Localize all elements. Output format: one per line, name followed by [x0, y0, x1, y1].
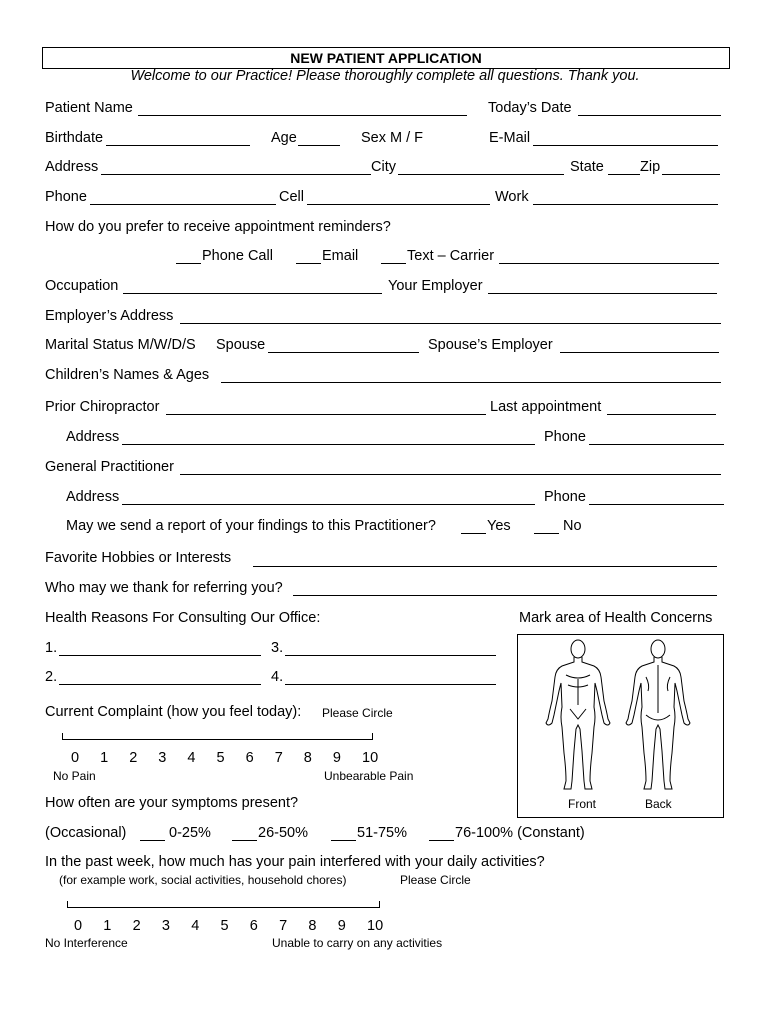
- interference-high-label: Unable to carry on any activities: [272, 936, 443, 950]
- complaint-scale-value-8[interactable]: 8: [303, 750, 312, 766]
- yes-option: Yes: [487, 518, 511, 534]
- text-carrier-option: Text – Carrier: [407, 248, 495, 264]
- complaint-scale-left-tick: [62, 733, 63, 740]
- interference-scale-value-5[interactable]: 5: [220, 918, 229, 934]
- gp-address-label: Address: [66, 489, 120, 505]
- health-reasons-label: Health Reasons For Consulting Our Office:: [45, 610, 321, 626]
- spouse-line[interactable]: [268, 352, 419, 353]
- freq-1-option: 0-25%: [169, 825, 211, 841]
- reason-3-label: 3.: [271, 640, 284, 656]
- work-line[interactable]: [533, 204, 718, 205]
- interference-scale-value-1[interactable]: 1: [103, 918, 112, 934]
- state-label: State: [570, 159, 604, 175]
- freq-3-line[interactable]: [331, 840, 356, 841]
- reason-3-line[interactable]: [285, 655, 496, 656]
- yes-line[interactable]: [461, 533, 486, 534]
- chiro-address-label: Address: [66, 429, 120, 445]
- reason-2-label: 2.: [45, 669, 58, 685]
- general-practitioner-label: General Practitioner: [45, 459, 174, 475]
- sex-label: Sex M / F: [361, 130, 424, 146]
- spouse-label: Spouse: [216, 337, 266, 353]
- occupation-label: Occupation: [45, 278, 119, 294]
- interference-scale-value-9[interactable]: 9: [337, 918, 346, 934]
- age-line[interactable]: [298, 145, 340, 146]
- gp-phone-line[interactable]: [589, 504, 724, 505]
- freq-4-option: 76-100% (Constant): [455, 825, 585, 841]
- spouses-employer-line[interactable]: [560, 352, 719, 353]
- chiro-phone-line[interactable]: [589, 444, 724, 445]
- birthdate-label: Birthdate: [45, 130, 104, 146]
- prior-chiropractor-label: Prior Chiropractor: [45, 399, 160, 415]
- occupation-line[interactable]: [123, 293, 382, 294]
- phone-call-option: Phone Call: [202, 248, 273, 264]
- complaint-scale-value-2[interactable]: 2: [129, 750, 138, 766]
- chiro-address-line[interactable]: [122, 444, 535, 445]
- occasional-label: (Occasional): [45, 825, 127, 841]
- complaint-scale-value-0[interactable]: 0: [71, 750, 80, 766]
- complaint-scale-value-9[interactable]: 9: [332, 750, 341, 766]
- city-label: City: [371, 159, 396, 175]
- front-figure: [546, 640, 610, 789]
- patient-name-line[interactable]: [138, 115, 467, 116]
- childrens-names-line[interactable]: [221, 382, 721, 383]
- address-label: Address: [45, 159, 99, 175]
- interference-example: (for example work, social activities, household chores): [59, 873, 347, 887]
- interference-scale-value-2[interactable]: 2: [132, 918, 141, 934]
- email-line[interactable]: [533, 145, 718, 146]
- your-employer-line[interactable]: [488, 293, 717, 294]
- complaint-scale-value-10[interactable]: 10: [362, 750, 379, 766]
- back-figure: [626, 640, 690, 789]
- chiro-phone-label: Phone: [544, 429, 586, 445]
- phone-label: Phone: [45, 189, 87, 205]
- welcome-text: Welcome to our Practice! Please thoroughly complete all questions. Thank you.: [130, 68, 640, 84]
- freq-1-line[interactable]: [140, 840, 165, 841]
- last-appointment-label: Last appointment: [490, 399, 602, 415]
- phone-line[interactable]: [90, 204, 276, 205]
- interference-question: In the past week, how much has your pain interfered with your daily activities?: [45, 854, 545, 870]
- interference-scale-bar: [67, 907, 379, 908]
- reason-1-label: 1.: [45, 640, 58, 656]
- body-diagram-heading: Mark area of Health Concerns: [519, 610, 713, 626]
- patient-name-label: Patient Name: [45, 100, 133, 116]
- complaint-scale-value-1[interactable]: 1: [100, 750, 109, 766]
- interference-scale-value-7[interactable]: 7: [279, 918, 288, 934]
- referral-line[interactable]: [293, 595, 717, 596]
- zip-label: Zip: [640, 159, 661, 175]
- hobbies-line[interactable]: [253, 566, 717, 567]
- gp-address-line[interactable]: [122, 504, 535, 505]
- state-line[interactable]: [608, 174, 640, 175]
- address-line[interactable]: [101, 174, 371, 175]
- reminders-question: How do you prefer to receive appointment reminders?: [45, 219, 391, 235]
- no-option: No: [563, 518, 582, 534]
- form-title: NEW PATIENT APPLICATION: [42, 47, 730, 69]
- email-option: Email: [322, 248, 359, 264]
- zip-line[interactable]: [662, 174, 720, 175]
- interference-scale-value-6[interactable]: 6: [249, 918, 258, 934]
- text-option-line[interactable]: [381, 263, 406, 264]
- interference-scale-value-8[interactable]: 8: [308, 918, 317, 934]
- carrier-line[interactable]: [499, 263, 719, 264]
- email-option-line[interactable]: [296, 263, 321, 264]
- gp-phone-label: Phone: [544, 489, 586, 505]
- email-label: E-Mail: [489, 130, 531, 146]
- spouses-employer-label: Spouse’s Employer: [428, 337, 553, 353]
- interference-low-label: No Interference: [45, 936, 128, 950]
- childrens-names-label: Children’s Names & Ages: [45, 367, 210, 383]
- prior-chiropractor-line[interactable]: [166, 414, 486, 415]
- frequency-question: How often are your symptoms present?: [45, 795, 299, 811]
- complaint-high-label: Unbearable Pain: [324, 769, 414, 783]
- reason-4-line[interactable]: [285, 684, 496, 685]
- last-appointment-line[interactable]: [607, 414, 716, 415]
- complaint-scale-value-7[interactable]: 7: [274, 750, 283, 766]
- report-question: May we send a report of your findings to this Practitioner?: [66, 518, 436, 534]
- interference-please-circle: Please Circle: [400, 873, 471, 887]
- freq-2-line[interactable]: [232, 840, 257, 841]
- complaint-low-label: No Pain: [53, 769, 96, 783]
- interference-scale-value-10[interactable]: 10: [367, 918, 384, 934]
- cell-label: Cell: [279, 189, 304, 205]
- body-outline-figures[interactable]: [518, 635, 723, 817]
- reason-4-label: 4.: [271, 669, 284, 685]
- todays-date-label: Today’s Date: [488, 100, 572, 116]
- body-diagram-box[interactable]: [517, 634, 724, 818]
- interference-scale-value-3[interactable]: 3: [161, 918, 170, 934]
- reason-1-line[interactable]: [59, 655, 261, 656]
- complaint-scale-value-5[interactable]: 5: [216, 750, 225, 766]
- complaint-please-circle: Please Circle: [322, 706, 393, 720]
- birthdate-line[interactable]: [106, 145, 250, 146]
- hobbies-label: Favorite Hobbies or Interests: [45, 550, 232, 566]
- phone-call-line[interactable]: [176, 263, 201, 264]
- interference-scale-value-4[interactable]: 4: [191, 918, 200, 934]
- complaint-scale-bar: [62, 739, 372, 740]
- employers-address-line[interactable]: [180, 323, 721, 324]
- interference-scale-left-tick: [67, 901, 68, 908]
- employers-address-label: Employer’s Address: [45, 308, 174, 324]
- age-label: Age: [271, 130, 297, 146]
- complaint-scale-value-6[interactable]: 6: [245, 750, 254, 766]
- cell-line[interactable]: [307, 204, 490, 205]
- no-line[interactable]: [534, 533, 559, 534]
- complaint-scale-value-4[interactable]: 4: [187, 750, 196, 766]
- complaint-scale-value-3[interactable]: 3: [158, 750, 167, 766]
- front-label: Front: [568, 797, 597, 811]
- city-line[interactable]: [398, 174, 564, 175]
- back-label: Back: [645, 797, 672, 811]
- reason-2-line[interactable]: [59, 684, 261, 685]
- freq-3-option: 51-75%: [357, 825, 407, 841]
- work-label: Work: [495, 189, 529, 205]
- freq-4-line[interactable]: [429, 840, 454, 841]
- freq-2-option: 26-50%: [258, 825, 308, 841]
- interference-scale-value-0[interactable]: 0: [74, 918, 83, 934]
- complaint-label: Current Complaint (how you feel today):: [45, 704, 302, 720]
- marital-status-label: Marital Status M/W/D/S: [45, 337, 196, 353]
- todays-date-line[interactable]: [578, 115, 721, 116]
- general-practitioner-line[interactable]: [180, 474, 721, 475]
- referral-label: Who may we thank for referring you?: [45, 580, 283, 596]
- complaint-scale-right-tick: [372, 733, 373, 740]
- your-employer-label: Your Employer: [388, 278, 483, 294]
- interference-scale-right-tick: [379, 901, 380, 908]
